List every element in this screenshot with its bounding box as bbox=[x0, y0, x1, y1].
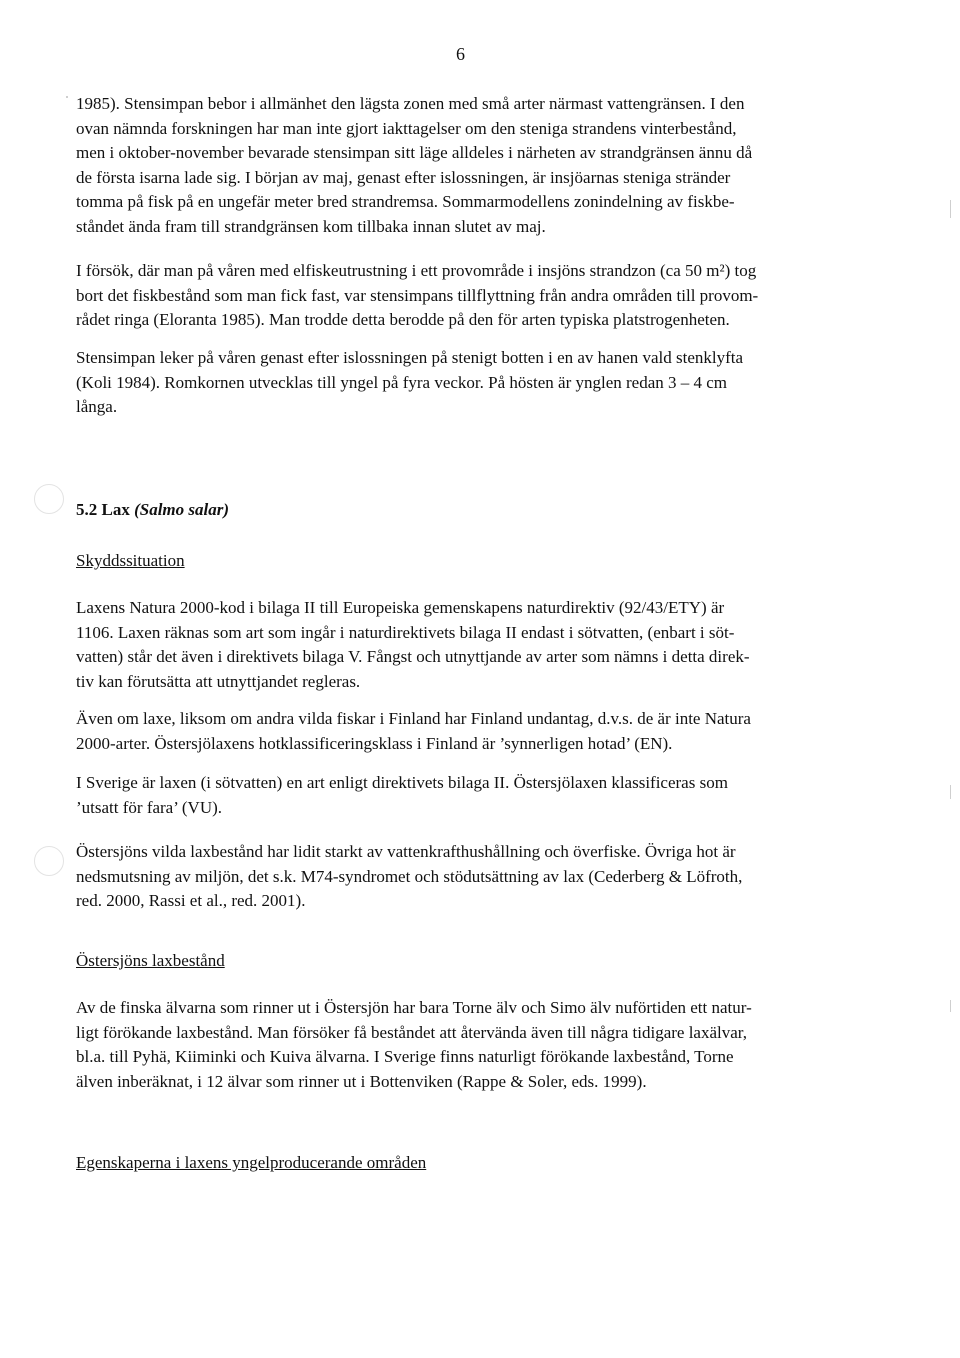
scan-speck bbox=[950, 1000, 951, 1012]
text-line: bort det fiskbestånd som man fick fast, var stensimpans tillflyttning från andra områden till provom- bbox=[76, 285, 759, 305]
text-line: de första isarna lade sig. I början av maj, genast efter islossningen, är insjöarnas steniga stränder bbox=[76, 167, 731, 187]
scan-speck bbox=[66, 96, 68, 98]
text-line: (Koli 1984). Romkornen utvecklas till yngel på fyra veckor. På hösten är ynglen redan 3 – 4 cm bbox=[76, 372, 728, 392]
text-line: rådet ringa (Eloranta 1985). Man trodde detta berodde på den för arten typiska platstrogenheten. bbox=[76, 310, 730, 329]
subheading-egenskaperna: Egenskaperna i laxens yngelproducerande områden bbox=[76, 1153, 427, 1172]
text-line: nedsmutsning av miljön, det s.k. M74-syndromet och stödutsättning av lax (Cederberg & Löfroth, bbox=[76, 866, 743, 886]
text-line: 2000-arter. Östersjölaxens hotklassificeringsklass i Finland är ’synnerligen hotad’ (EN). bbox=[76, 733, 673, 753]
text-line: Av de finska älvarna som rinner ut i Östersjön har bara Torne älv och Simo älv nuförtiden ett natur- bbox=[76, 998, 752, 1017]
paragraph-threats bbox=[76, 840, 854, 914]
scan-speck bbox=[950, 785, 951, 799]
text-line: långa. bbox=[76, 397, 118, 416]
text-line: Även om laxe, liksom om andra vilda fiskar i Finland har Finland undantag, d.v.s. de är inte Natura bbox=[76, 709, 751, 728]
paragraph-experiment bbox=[76, 259, 854, 333]
text-line: I Sverige är laxen (i sötvatten) en art enligt direktivets bilaga II. Östersjölaxen klassificeras som bbox=[76, 773, 728, 792]
paragraph-sweden-status bbox=[76, 771, 854, 820]
text-line: Östersjöns vilda laxbestånd har lidit starkt av vattenkrafthushållning och överfiske. Övriga hot är bbox=[76, 842, 736, 861]
paragraph-finland-exception bbox=[76, 707, 854, 756]
text-line: men i oktober-november bevarade stensimpan sitt läge alldeles i närheten av strandgränsen ännu då bbox=[76, 143, 753, 162]
text-line: tiv kan förutsätta att utnyttjandet regleras. bbox=[76, 671, 361, 691]
text-line: vatten) står det även i direktivets bilaga V. Fångst och utnyttjande av arter som nämns i detta direk- bbox=[76, 647, 750, 666]
text-line: red. 2000, Rassi et al., red. 2001). bbox=[76, 891, 306, 910]
scan-speck bbox=[950, 200, 951, 218]
text-line: ’utsatt för fara’ (VU). bbox=[76, 797, 223, 817]
section-heading-title: 5.2 Lax bbox=[76, 500, 135, 519]
text-line: ovan nämnda forskningen har man inte gjort iakttagelser om den steniga strandens vinterbestånd, bbox=[76, 118, 737, 138]
punch-hole-top bbox=[34, 484, 64, 514]
paragraph-finnish-rivers bbox=[76, 996, 854, 1094]
subheading-skyddssituation: Skyddssituation bbox=[76, 551, 185, 570]
text-line: Laxens Natura 2000-kod i bilaga II till Europeiska gemenskapens naturdirektiv (92/43/ETY) är bbox=[76, 598, 725, 617]
paragraph-natura-code bbox=[76, 596, 854, 694]
paragraph-stensimpan-habitat bbox=[76, 92, 854, 239]
text-line: I försök, där man på våren med elfiskeutrustning i ett provområde i insjöns strandzon (ca 50 m²) tog bbox=[76, 261, 757, 280]
section-heading-lax bbox=[76, 500, 229, 520]
text-line: tomma på fisk på en ungefär meter bred strandremsa. Sommarmodellens zonindelning av fiskbe- bbox=[76, 192, 735, 211]
page-number: 6 bbox=[456, 44, 465, 64]
text-line: bl.a. till Pyhä, Kiiminki och Kuiva älvarna. I Sverige finns naturligt förökande laxbestånd, Torne bbox=[76, 1047, 734, 1066]
subheading-ostersjons-laxbestand: Östersjöns laxbestånd bbox=[76, 951, 225, 970]
text-line: 1985). Stensimpan bebor i allmänhet den lägsta zonen med små arter närmast vattengränsen. I den bbox=[76, 94, 745, 113]
text-line: älven inberäknat, i 12 älvar som rinner ut i Bottenviken (Rappe & Soler, eds. 1999). bbox=[76, 1071, 647, 1091]
text-line: Stensimpan leker på våren genast efter islossningen på stenigt botten i en av hanen vald stenklyfta bbox=[76, 348, 744, 367]
text-line: ligt förökande laxbestånd. Man försöker få beståndet att återvända även till några tidigare laxälvar, bbox=[76, 1022, 748, 1042]
text-line: 1106. Laxen räknas som art som ingår i naturdirektivets bilaga II endast i sötvatten, (enbart i söt- bbox=[76, 622, 735, 642]
paragraph-spawning bbox=[76, 346, 854, 420]
section-heading-latin: (Salmo salar) bbox=[134, 500, 230, 519]
punch-hole-bottom bbox=[34, 846, 64, 876]
text-line: ståndet ända fram till strandgränsen kom tillbaka innan slutet av maj. bbox=[76, 216, 546, 236]
